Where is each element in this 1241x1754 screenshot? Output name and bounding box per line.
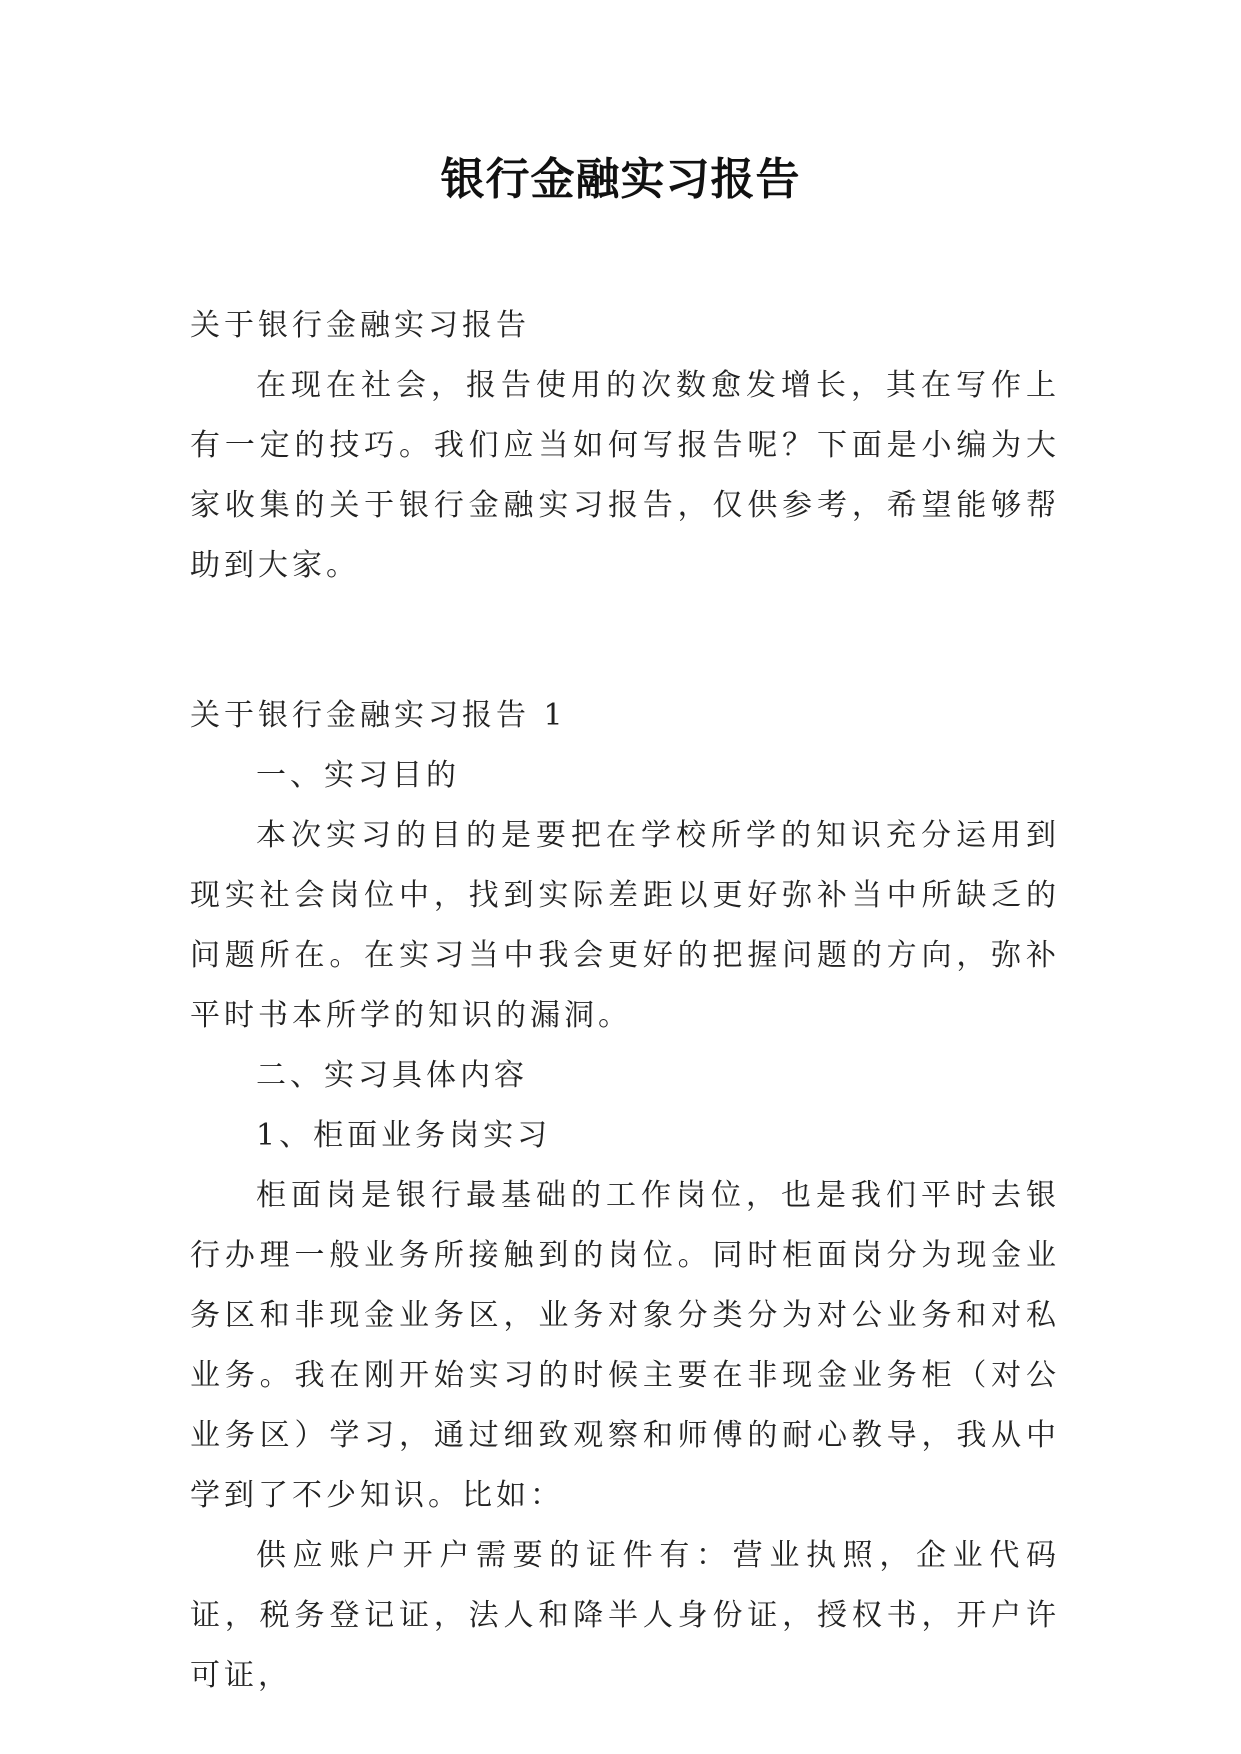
section-spacer [190, 596, 1060, 686]
heading-content: 二、实习具体内容 [256, 1058, 528, 1093]
counter-paragraph: 柜面岗是银行最基础的工作岗位，也是我们平时去银行办理一般业务所接触到的岗位。同时柜面岗分为现金业务区和非现金业务区，业务对象分类分为对公业务和对私业务。我在刚开始实习的时候主要在非现金业务柜（对公业务区）学习，通过细致观察和师傅的耐心教导，我从中学到了不少知识。比如： [190, 1178, 1060, 1513]
intro-heading: 关于银行金融实习报告 [190, 308, 530, 343]
account-paragraph: 供应账户开户需要的证件有：营业执照，企业代码证，税务登记证，法人和降半人身份证，授权书，开户许可证， [190, 1538, 1060, 1693]
heading-counter: 1、柜面业务岗实习 [256, 1118, 552, 1153]
section-heading: 关于银行金融实习报告 1 [190, 698, 567, 733]
document-title: 银行金融实习报告 [440, 154, 801, 205]
heading-purpose: 一、实习目的 [256, 758, 460, 793]
purpose-paragraph: 本次实习的目的是要把在学校所学的知识充分运用到现实社会岗位中，找到实际差距以更好弥补当中所缺乏的问题所在。在实习当中我会更好的把握问题的方向，弥补平时书本所学的知识的漏洞。 [190, 818, 1060, 1033]
intro-paragraph: 在现在社会，报告使用的次数愈发增长，其在写作上有一定的技巧。我们应当如何写报告呢？下面是小编为大家收集的关于银行金融实习报告，仅供参考，希望能够帮助到大家。 [190, 368, 1060, 583]
document-body [190, 296, 1060, 1706]
